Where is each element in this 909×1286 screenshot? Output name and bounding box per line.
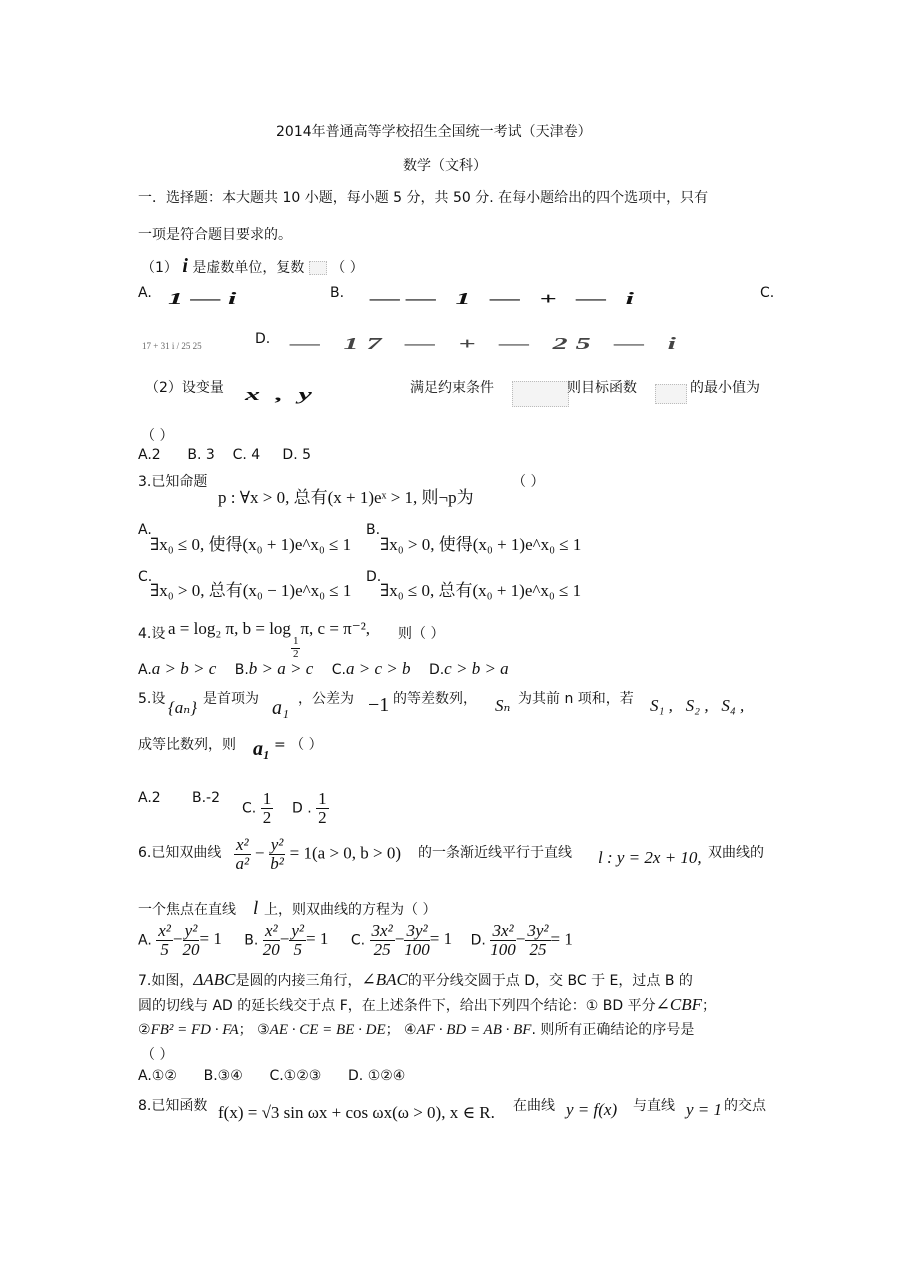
q6-a-minus: − bbox=[172, 929, 183, 949]
q7-conclusion-3: AE · CE = BE · DE bbox=[269, 1022, 386, 1038]
q7-text-d: 圆的切线与 AD 的延长线交于点 F，在上述条件下，给出下列四个结论：① BD 平分 bbox=[138, 998, 656, 1014]
q3-proposition: p : ∀x > 0, 总有(x + 1)eˣ > 1, 则¬p为 bbox=[218, 488, 474, 507]
q5-option-d-label: D . bbox=[292, 800, 312, 817]
q5-option-d-fraction bbox=[316, 790, 329, 827]
q2-variables: x , y bbox=[245, 385, 316, 404]
q6-b-d1: 20 bbox=[262, 939, 280, 959]
q7-question: . 则所有正确结论的序号是 bbox=[531, 1022, 695, 1038]
q1-option-b-formula: —— 1 — + — i bbox=[370, 289, 640, 308]
q5-text1: 是首项为 bbox=[203, 691, 259, 707]
q6-b-frac1 bbox=[263, 922, 280, 959]
q6-d-eq: = 1 bbox=[550, 929, 573, 949]
q4-suffix: 则（ ） bbox=[398, 626, 445, 642]
q3-option-b-label: B. bbox=[366, 522, 381, 538]
q6-y-frac bbox=[269, 836, 286, 873]
q6-x-frac bbox=[234, 836, 251, 873]
q4-base-den: 2 bbox=[292, 647, 299, 660]
q6-c-d2: 100 bbox=[404, 939, 430, 959]
q6-a-n2: y² bbox=[184, 921, 198, 940]
q8-curve: y = f(x) bbox=[566, 1100, 618, 1119]
q6-b-eq: = 1 bbox=[306, 929, 329, 949]
q6-hyperbola bbox=[234, 836, 401, 873]
q5-d-num: 1 bbox=[318, 789, 327, 808]
q4-option-d: c > b > a bbox=[444, 659, 509, 678]
q7-text-a: 7.如图， bbox=[138, 973, 194, 989]
q7-text-c: 的平分线交圆于点 D，交 BC 于 E，过点 B 的 bbox=[407, 973, 693, 989]
q8-text2: 与直线 bbox=[633, 1098, 675, 1114]
q5-option-c bbox=[242, 790, 273, 827]
q7-line1 bbox=[138, 970, 693, 990]
q7-text-b: 是圆的内接三角行， bbox=[235, 973, 362, 989]
q3-bracket: （ ） bbox=[512, 474, 545, 490]
q5-a1: a₁ bbox=[272, 697, 289, 719]
q7-line2 bbox=[138, 995, 716, 1015]
q6-b-d2: 5 bbox=[293, 939, 302, 959]
q5-option-a: A.2 bbox=[138, 790, 161, 806]
exam-subtitle: 数学（文科） bbox=[403, 158, 487, 174]
q5-s-terms: S₁ , S₂ , S₄ , bbox=[650, 696, 745, 715]
q3-option-c: ∃x₀ > 0, 总有(x₀ − 1)e^x₀ ≤ 1 bbox=[150, 581, 352, 600]
q6-b-minus: − bbox=[279, 929, 290, 949]
q1-option-d-label: D. bbox=[255, 331, 271, 347]
q4-formula bbox=[168, 619, 370, 660]
q6-prefix: 6.已知双曲线 bbox=[138, 845, 222, 861]
q7-line3 bbox=[138, 1019, 694, 1039]
q6-a-n1: x² bbox=[158, 921, 171, 940]
q6-minus: − bbox=[254, 843, 265, 863]
q5-option-d bbox=[292, 790, 329, 827]
q4-formula-part2: π, c = π⁻², bbox=[300, 619, 371, 638]
q2-prefix: （2）设变量 bbox=[145, 380, 224, 396]
q4-option-a: a > b > c bbox=[151, 659, 217, 678]
q6-a2: a² bbox=[235, 853, 250, 873]
q2-text2: 则目标函数 bbox=[567, 380, 637, 396]
q6-line2b: 上，则双曲线的方程为（ ） bbox=[264, 902, 437, 918]
q6-y2: y² bbox=[270, 835, 284, 854]
q1-option-c-label: C. bbox=[760, 285, 775, 301]
q6-d-n2: 3y² bbox=[527, 921, 549, 940]
constraint-system-image bbox=[512, 381, 569, 407]
q6-d-d1: 100 bbox=[490, 939, 516, 959]
q3-option-c-label: C. bbox=[138, 569, 153, 585]
q5-prefix: 5.设 bbox=[138, 691, 166, 707]
q8-prefix: 8.已知函数 bbox=[138, 1098, 208, 1114]
q1-bracket: （ ） bbox=[331, 260, 364, 276]
q8-line: y = 1 bbox=[686, 1100, 723, 1119]
q6-c-frac2 bbox=[404, 922, 430, 959]
q5-line2-bracket: = （ ） bbox=[274, 737, 323, 753]
q4-base-num: 1 bbox=[292, 635, 299, 647]
q5-d-den: 2 bbox=[318, 807, 327, 827]
q6-a-frac2 bbox=[182, 922, 199, 959]
q5-option-b: B.-2 bbox=[192, 790, 221, 806]
q1-option-a-formula: 1 — i bbox=[168, 289, 237, 308]
q6-line2: 一个焦点在直线 bbox=[138, 902, 236, 918]
q2-options: A.2 B. 3 C. 4 D. 5 bbox=[138, 447, 312, 463]
q5-c-num: 1 bbox=[262, 789, 272, 808]
q6-x2: x² bbox=[236, 835, 249, 854]
q1-option-a-label: A. bbox=[138, 285, 152, 301]
q1-option-d-formula: — 17 — + — 25 — i bbox=[290, 334, 684, 353]
objective-function-image bbox=[655, 384, 687, 404]
q4-option-c: a > c > b bbox=[345, 659, 411, 678]
q5-option-c-fraction bbox=[261, 790, 274, 827]
q6-option-c-label: C. bbox=[350, 932, 366, 949]
q4-option-b-label: B. bbox=[234, 662, 249, 678]
q5-c-den: 2 bbox=[262, 807, 272, 827]
q4-option-c-label: C. bbox=[331, 662, 346, 678]
q5-text3: 的等差数列， bbox=[393, 691, 477, 707]
q6-c-eq: = 1 bbox=[429, 929, 453, 949]
q6-a-d1: 5 bbox=[160, 939, 169, 959]
q6-d-frac1 bbox=[490, 922, 516, 959]
q4-formula-part1: a = log₂ π, b = log bbox=[168, 619, 291, 638]
q6-options bbox=[138, 922, 573, 959]
q4-prefix: 4.设 bbox=[138, 626, 166, 642]
q1-option-b-label: B. bbox=[330, 285, 345, 301]
q5-sn: Sₙ bbox=[495, 696, 511, 715]
q1-option-c-formula: 17 + 31 i / 25 25 bbox=[142, 341, 202, 351]
q6-c-n2: 3y² bbox=[406, 921, 428, 940]
q7-bracket: （ ） bbox=[141, 1047, 174, 1063]
q5-text2: ，公差为 bbox=[298, 691, 354, 707]
q6-a-eq: = 1 bbox=[199, 929, 222, 949]
q6-option-d-label: D. bbox=[470, 932, 486, 949]
complex-number-image bbox=[309, 261, 327, 275]
q7-text-e: ； bbox=[701, 998, 716, 1014]
q3-option-a: ∃x₀ ≤ 0, 使得(x₀ + 1)e^x₀ ≤ 1 bbox=[150, 535, 352, 554]
q5-line2: 成等比数列，则 bbox=[138, 737, 236, 753]
q6-a-frac1 bbox=[156, 922, 173, 959]
q6-b-n1: x² bbox=[264, 921, 278, 940]
q6-c-d1: 25 bbox=[373, 939, 391, 959]
q3-option-b: ∃x₀ > 0, 使得(x₀ + 1)e^x₀ ≤ 1 bbox=[380, 535, 582, 554]
q4-options bbox=[138, 659, 509, 679]
q3-option-d: ∃x₀ ≤ 0, 总有(x₀ + 1)e^x₀ ≤ 1 bbox=[380, 581, 582, 600]
q7-circle-3: ； ③ bbox=[238, 1022, 270, 1038]
q6-b2: b² bbox=[270, 853, 284, 873]
q5-a1-b: a₁ bbox=[253, 738, 270, 760]
q7-angle-cbf: ∠CBF bbox=[655, 995, 702, 1014]
q6-option-a-label: A. bbox=[138, 932, 152, 949]
q7-circle-4: ； ④ bbox=[385, 1022, 417, 1038]
q6-d-d2: 25 bbox=[529, 939, 547, 959]
q6-b-n2: y² bbox=[291, 921, 305, 940]
q3-prefix: 3.已知命题 bbox=[138, 474, 208, 490]
q6-text1: 的一条渐近线平行于直线 bbox=[418, 845, 572, 861]
q4-option-a-label: A. bbox=[138, 662, 152, 678]
q6-c-n1: 3x² bbox=[371, 921, 393, 940]
q6-d-n1: 3x² bbox=[492, 921, 514, 940]
exam-title: 2014年普通高等学校招生全国统一考试（天津卷） bbox=[276, 124, 592, 140]
q3-option-d-label: D. bbox=[366, 569, 382, 585]
q6-c-minus: − bbox=[394, 929, 405, 949]
q7-conclusion-2: FB² = FD · FA bbox=[150, 1022, 239, 1038]
q6-b-frac2 bbox=[289, 922, 306, 959]
q4-option-b: b > a > c bbox=[248, 659, 314, 678]
q7-options: A.①② B.③④ C.①②③ D. ①②④ bbox=[138, 1068, 406, 1084]
q6-d-minus: − bbox=[515, 929, 526, 949]
q1-number: （1） bbox=[141, 260, 178, 276]
q6-text2: 双曲线的 bbox=[708, 845, 764, 861]
q5-sequence: {aₙ} bbox=[168, 698, 197, 717]
q6-a-d2: 20 bbox=[182, 939, 200, 959]
q5-option-c-label: C. bbox=[242, 800, 257, 817]
q8-text3: 的交点 bbox=[724, 1098, 766, 1114]
q7-angle-bac: ∠BAC bbox=[361, 970, 408, 989]
q6-hyperbola-rest: = 1(a > 0, b > 0) bbox=[289, 843, 402, 863]
q2-text1: 满足约束条件 bbox=[410, 380, 494, 396]
q4-log-base bbox=[291, 636, 301, 660]
q6-option-b-label: B. bbox=[244, 932, 259, 949]
q2-text3: 的最小值为 bbox=[690, 380, 760, 396]
q7-triangle: ΔABC bbox=[193, 970, 236, 989]
section-instructions-line2: 一项是符合题目要求的。 bbox=[138, 227, 292, 243]
q8-function: f(x) = √3 sin ωx + cos ωx(ω > 0), x ∈ R. bbox=[218, 1103, 495, 1122]
q5-text4: 为其前 n 项和，若 bbox=[518, 691, 634, 707]
q6-d-frac2 bbox=[525, 922, 550, 959]
q1-text: 是虚数单位，复数 bbox=[192, 260, 305, 276]
question-1-stem bbox=[141, 255, 364, 278]
q5-common-difference: −1 bbox=[368, 694, 390, 716]
section-instructions-line1: 一．选择题：本大题共 10 小题，每小题 5 分，共 50 分. 在每小题给出的四个选项中，只有 bbox=[138, 190, 709, 206]
q4-option-d-label: D. bbox=[428, 662, 445, 678]
q7-conclusion-4: AF · BD = AB · BF bbox=[416, 1022, 532, 1038]
q2-bracket: （ ） bbox=[141, 428, 174, 444]
q8-text1: 在曲线 bbox=[513, 1098, 555, 1114]
q6-l: l bbox=[253, 898, 259, 919]
q6-c-frac1 bbox=[370, 922, 395, 959]
q6-line: l : y = 2x + 10, bbox=[598, 848, 702, 867]
q7-circle-2: ② bbox=[138, 1022, 151, 1038]
q3-option-a-label: A. bbox=[138, 522, 152, 538]
imaginary-unit: i bbox=[182, 255, 188, 277]
